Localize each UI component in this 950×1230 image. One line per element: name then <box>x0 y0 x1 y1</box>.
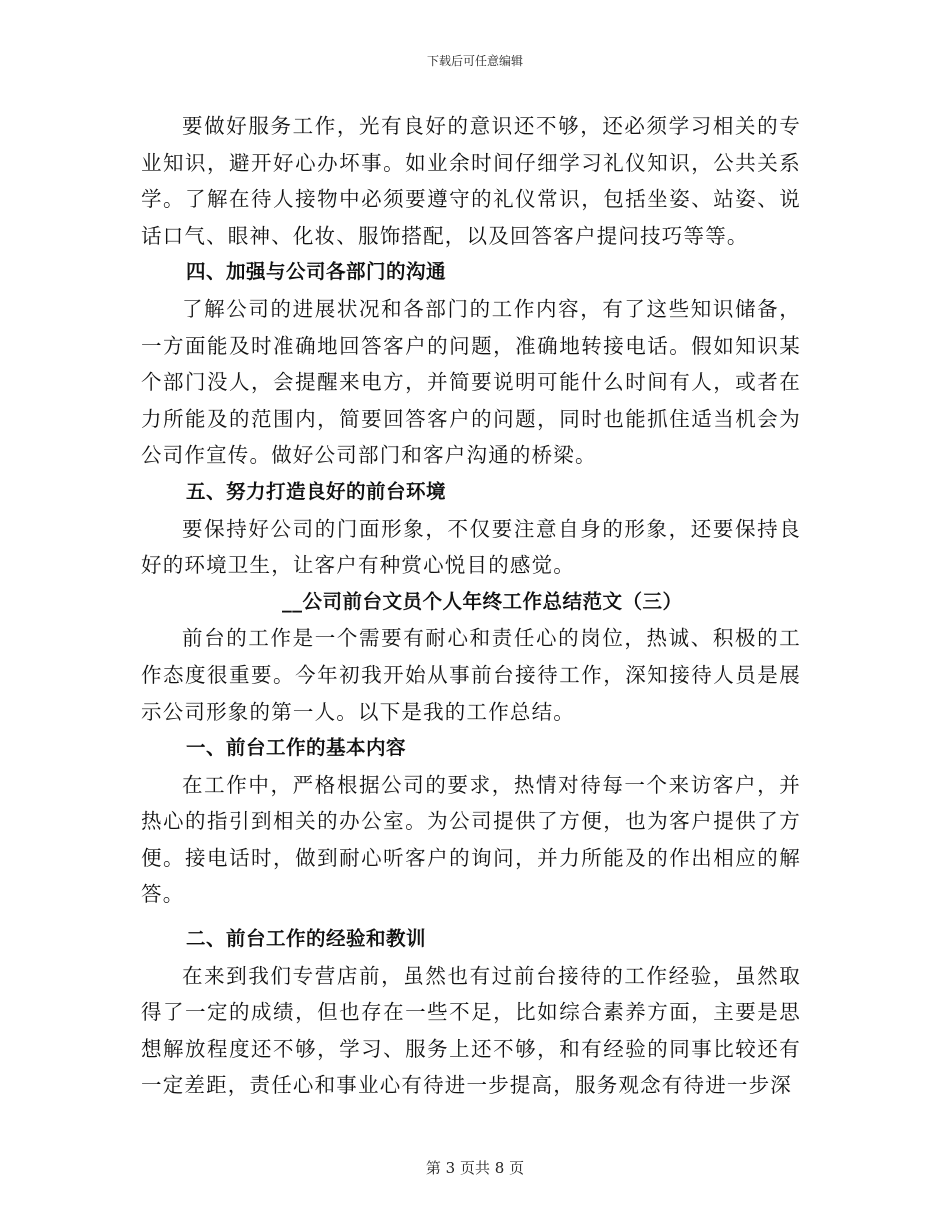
section-title-summary-three: __公司前台文员个人年终工作总结范文（三） <box>282 589 683 613</box>
paragraph-summary-intro: 前台的工作是一个需要有耐心和责任心的岗位，热诚、积极的工作态度很重要。今年初我开始从事前台接待工作，深知接待人员是展示公司形象的第一人。以下是我的工作总结。 <box>141 626 801 724</box>
paragraph-department-communication: 了解公司的进展状况和各部门的工作内容，有了这些知识储备，一方面能及时准确地回答客户的问题，准确地转接电话。假如知识某个部门没人，会提醒来电方，并简要说明可能什么时间有人，或者在力所能及的范围内，简要回答客户的问题，同时也能抓住适当机会为公司作宣传。做好公司部门和客户沟通的桥梁。 <box>141 296 801 468</box>
heading-department-communication: 四、加强与公司各部门的沟通 <box>186 260 447 284</box>
paragraph-front-desk-environment: 要保持好公司的门面形象，不仅要注意自身的形象，还要保持良好的环境卫生，让客户有种赏心悦目的感觉。 <box>141 516 801 578</box>
document-body <box>141 108 801 1104</box>
heading-front-desk-environment: 五、努力打造良好的前台环境 <box>186 479 447 503</box>
page-footer: 第 3 页共 8 页 <box>425 1159 525 1177</box>
spacer <box>141 913 801 921</box>
heading-experience-lessons: 二、前台工作的经验和教训 <box>186 927 427 951</box>
page-header: 下载后可任意编辑 <box>426 54 523 68</box>
paragraph-experience-lessons: 在来到我们专营店前，虽然也有过前台接待的工作经验，虽然取得了一定的成绩，但也存在一些不足，比如综合素养方面，主要是思想解放程度还不够，学习、服务上还不够，和有经验的同事比较还有一定差距，责任心和事业心有待进一步提高，服务观念有待进一步深 <box>141 963 801 1098</box>
paragraph-basic-content: 在工作中，严格根据公司的要求，热情对待每一个来访客户，并热心的指引到相关的办公室。为公司提供了方便，也为客户提供了方便。接电话时，做到耐心听客户的询问，并力所能及的作出相应的解答。 <box>141 772 801 907</box>
heading-basic-content: 一、前台工作的基本内容 <box>186 736 407 760</box>
paragraph-service-knowledge: 要做好服务工作，光有良好的意识还不够，还必须学习相关的专业知识，避开好心办坏事。如业余时间仔细学习礼仪知识，公共关系学。了解在待人接物中必须要遵守的礼仪常识，包括坐姿、站姿、说话口气、眼神、化妆、服饰搭配，以及回答客户提问技巧等等。 <box>141 114 801 248</box>
